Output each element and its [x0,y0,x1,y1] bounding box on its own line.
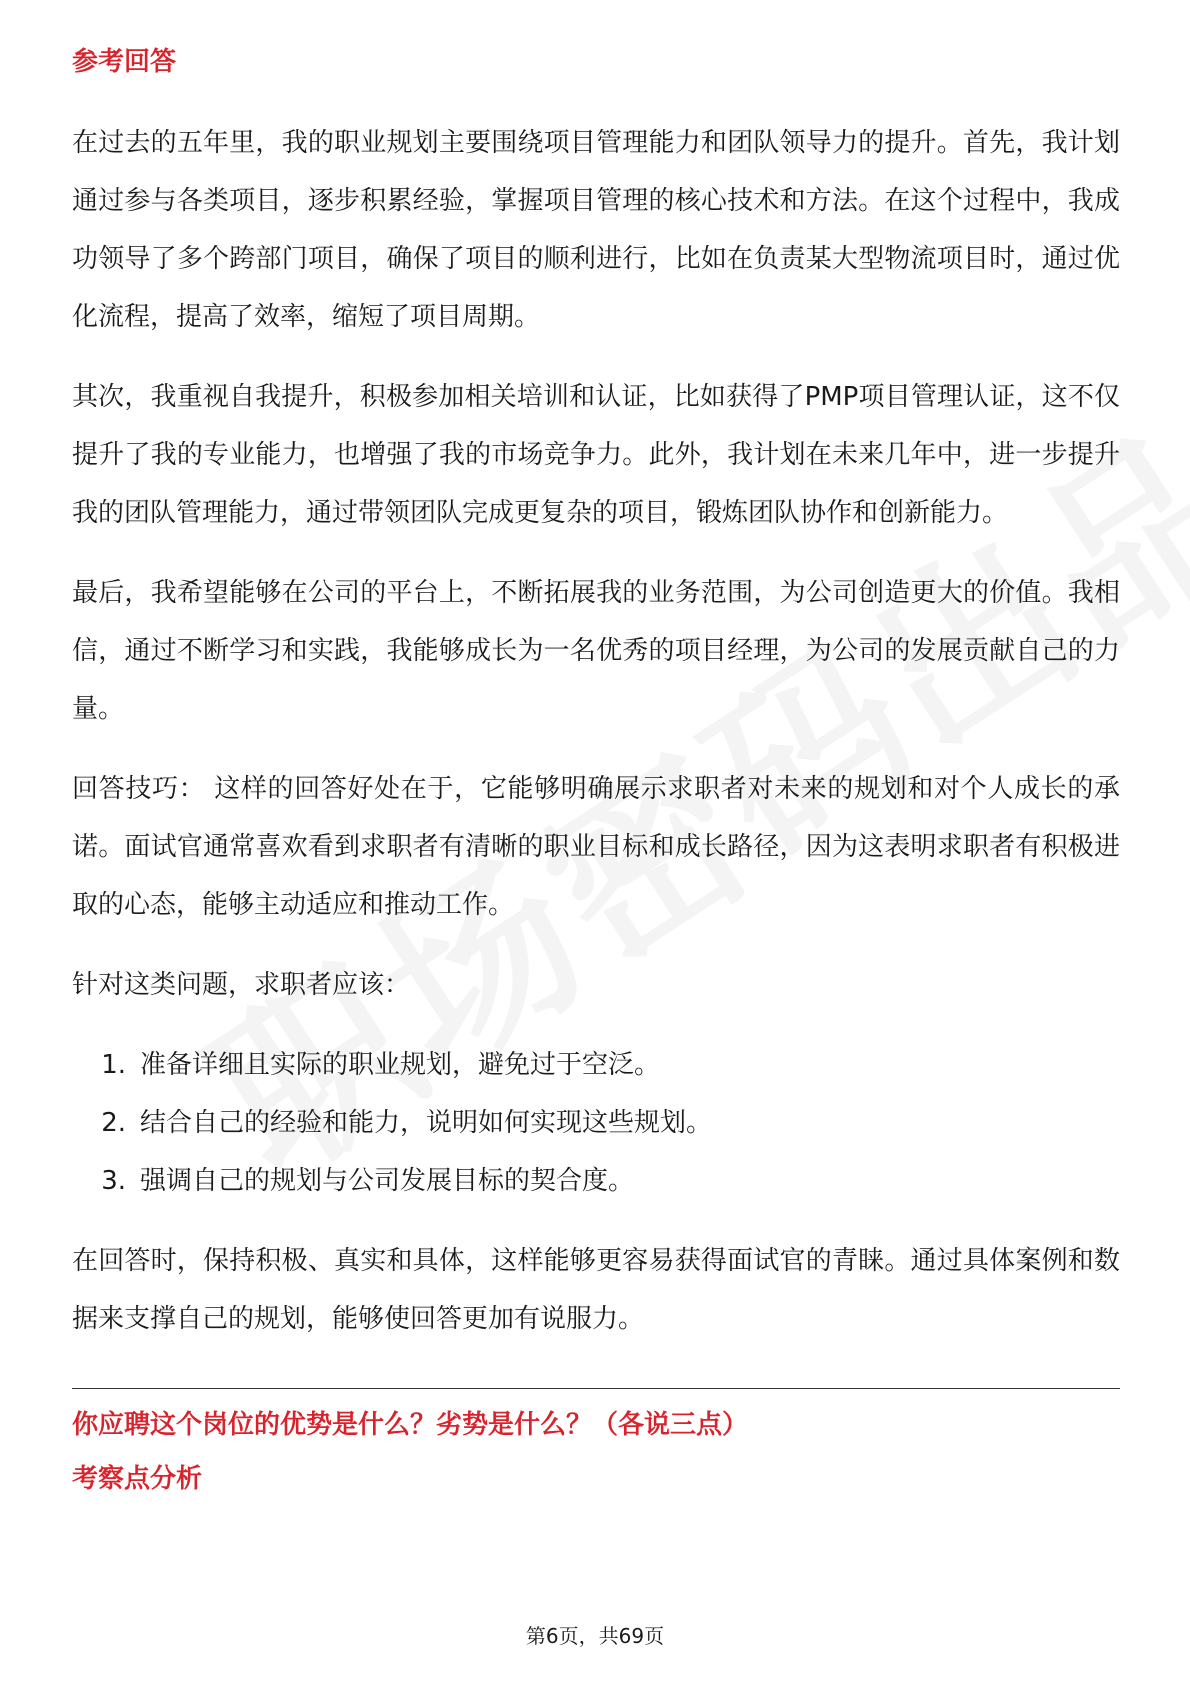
list-item-number: 3. [101,1166,126,1196]
list-item-text: 准备详细且实际的职业规划，避免过于空泛。 [140,1050,661,1080]
answer-paragraph-3: 最后，我希望能够在公司的平台上，不断拓展我的业务范围，为公司创造更大的价值。我相信，通过不断学习和实践，我能够成长为一名优秀的项目经理，为公司的发展贡献自己的力量。 [72,578,1120,724]
answer-paragraph-1: 在过去的五年里，我的职业规划主要围绕项目管理能力和团队领导力的提升。首先，我计划通过参与各类项目，逐步积累经验，掌握项目管理的核心技术和方法。在这个过程中，我成功领导了多个跨部门项目，确保了项目的顺利进行，比如在负责某大型物流项目时，通过优化流程，提高了效率，缩短了项目周期。 [72,128,1120,332]
closing-paragraph: 在回答时，保持积极、真实和具体，这样能够更容易获得面试官的青睐。通过具体案例和数据来支撑自己的规划，能够使回答更加有说服力。 [72,1246,1120,1334]
list-item-number: 1. [101,1050,126,1080]
section-title: 参考回答 [72,47,177,77]
list-item-text: 结合自己的经验和能力，说明如何实现这些规划。 [140,1108,713,1138]
page-number: 第6页，共69页 [525,1624,665,1648]
advice-list [72,1036,1120,1210]
next-subtitle: 考察点分析 [72,1464,203,1494]
list-item [72,1036,1120,1094]
document-page [72,44,1120,1497]
tips-paragraph: 回答技巧： 这样的回答好处在于，它能够明确展示求职者对未来的规划和对个人成长的承诺。面试官通常喜欢看到求职者有清晰的职业目标和成长路径，因为这表明求职者有积极进取的心态，能够主动适应和推动工作。 [72,774,1120,920]
list-item [72,1094,1120,1152]
answer-paragraph-2: 其次，我重视自我提升，积极参加相关培训和认证，比如获得了PMP项目管理认证，这不仅提升了我的专业能力，也增强了我的市场竞争力。此外，我计划在未来几年中，进一步提升我的团队管理能力，通过带领团队完成更复杂的项目，锻炼团队协作和创新能力。 [72,382,1120,528]
list-item-text: 强调自己的规划与公司发展目标的契合度。 [140,1166,635,1196]
list-item-number: 2. [101,1108,126,1138]
list-item [72,1152,1120,1210]
advice-intro: 针对这类问题，求职者应该： [72,970,411,1000]
next-question-title: 你应聘这个岗位的优势是什么？劣势是什么？（各说三点） [72,1410,749,1440]
